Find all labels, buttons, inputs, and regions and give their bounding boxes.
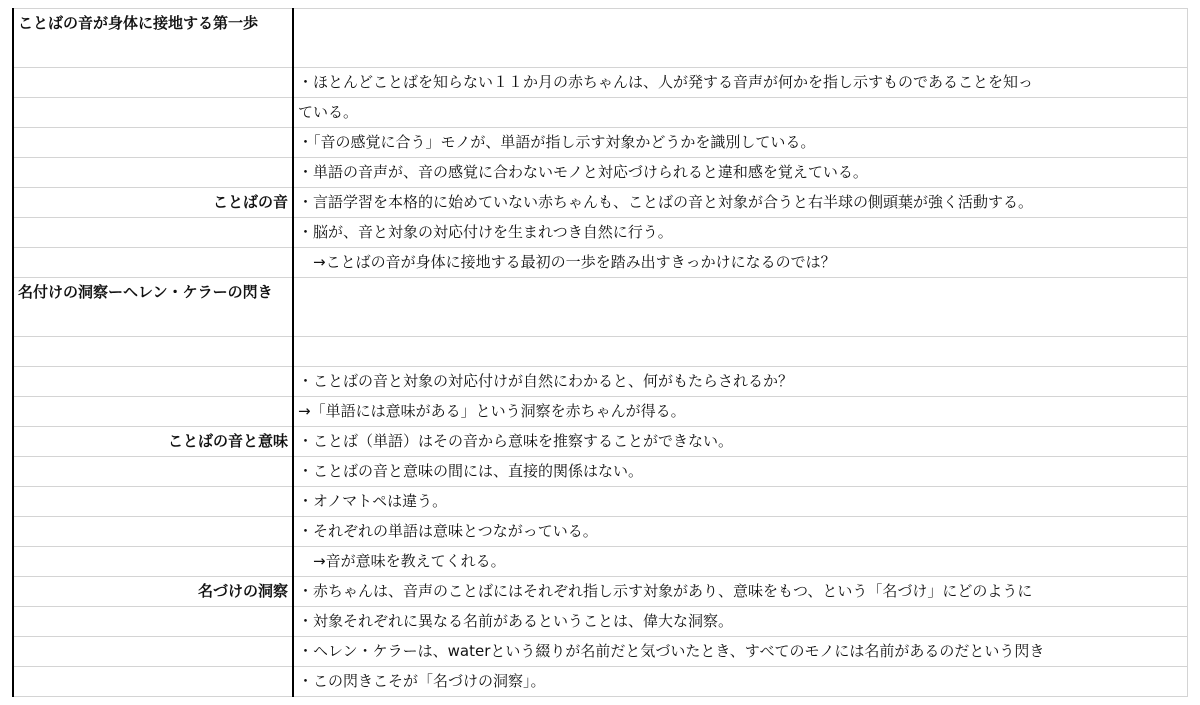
topic-cell[interactable] — [13, 637, 293, 667]
table-row — [13, 337, 1188, 367]
note-cell[interactable]: ・「音の感覚に合う」モノが、単語が指し示す対象かどうかを識別している。 — [293, 128, 1188, 158]
note-cell[interactable] — [293, 337, 1188, 367]
note-cell[interactable]: →「単語には意味がある」という洞察を赤ちゃんが得る。 — [293, 397, 1188, 427]
table-row — [13, 68, 1188, 98]
note-cell[interactable]: ・単語の音声が、音の感覚に合わないモノと対応づけられると違和感を覚えている。 — [293, 158, 1188, 188]
note-cell[interactable]: ・脳が、音と対象の対応付けを生まれつき自然に行う。 — [293, 218, 1188, 248]
section-title-cell[interactable]: ことばの音が身体に接地する第一歩 — [13, 9, 293, 68]
table-row — [13, 367, 1188, 397]
section-header-row — [13, 9, 1188, 68]
topic-cell[interactable]: 名づけの洞察 — [13, 577, 293, 607]
note-cell[interactable]: ・それぞれの単語は意味とつながっている。 — [293, 517, 1188, 547]
topic-cell[interactable] — [13, 487, 293, 517]
topic-cell[interactable] — [13, 367, 293, 397]
note-cell[interactable]: →ことばの音が身体に接地する最初の一歩を踏み出すきっかけになるのでは？ — [293, 248, 1188, 278]
table-row — [13, 218, 1188, 248]
topic-cell[interactable] — [13, 397, 293, 427]
table-row — [13, 667, 1188, 697]
topic-cell[interactable] — [13, 517, 293, 547]
table-row — [13, 98, 1188, 128]
note-cell[interactable] — [293, 9, 1188, 68]
topic-cell[interactable] — [13, 248, 293, 278]
note-cell[interactable]: ・ことば（単語）はその音から意味を推察することができない。 — [293, 427, 1188, 457]
table-row — [13, 128, 1188, 158]
note-cell[interactable]: ・この閃きこそが「名づけの洞察」。 — [293, 667, 1188, 697]
note-cell[interactable]: ・赤ちゃんは、音声のことばにはそれぞれ指し示す対象があり、意味をもつ、という「名づけ」にどのように — [293, 577, 1188, 607]
topic-cell[interactable] — [13, 98, 293, 128]
note-cell[interactable]: ている。 — [293, 98, 1188, 128]
section-header-row — [13, 278, 1188, 337]
table-row — [13, 487, 1188, 517]
topic-cell[interactable] — [13, 158, 293, 188]
note-cell[interactable]: ・オノマトペは違う。 — [293, 487, 1188, 517]
topic-cell[interactable]: ことばの音 — [13, 188, 293, 218]
note-cell[interactable]: →音が意味を教えてくれる。 — [293, 547, 1188, 577]
table-row — [13, 607, 1188, 637]
table-row — [13, 577, 1188, 607]
table-row — [13, 397, 1188, 427]
spreadsheet-body — [13, 9, 1188, 697]
note-cell[interactable]: ・ほとんどことばを知らない１１か月の赤ちゃんは、人が発する音声が何かを指し示すものであることを知っ — [293, 68, 1188, 98]
topic-cell[interactable]: ことばの音と意味 — [13, 427, 293, 457]
table-row — [13, 517, 1188, 547]
table-row — [13, 188, 1188, 218]
table-row — [13, 637, 1188, 667]
note-cell[interactable] — [293, 278, 1188, 337]
note-cell[interactable]: ・言語学習を本格的に始めていない赤ちゃんも、ことばの音と対象が合うと右半球の側頭葉が強く活動する。 — [293, 188, 1188, 218]
note-cell[interactable]: ・ことばの音と対象の対応付けが自然にわかると、何がもたらされるか？ — [293, 367, 1188, 397]
topic-cell[interactable] — [13, 457, 293, 487]
topic-cell[interactable] — [13, 68, 293, 98]
note-cell[interactable]: ・ヘレン・ケラーは、waterという綴りが名前だと気づいたとき、すべてのモノには名前があるのだという閃き — [293, 637, 1188, 667]
table-row — [13, 457, 1188, 487]
topic-cell[interactable] — [13, 547, 293, 577]
table-row — [13, 248, 1188, 278]
topic-cell[interactable] — [13, 607, 293, 637]
spreadsheet-table — [12, 8, 1188, 697]
note-cell[interactable]: ・対象それぞれに異なる名前があるということは、偉大な洞察。 — [293, 607, 1188, 637]
table-row — [13, 547, 1188, 577]
topic-cell[interactable] — [13, 218, 293, 248]
topic-cell[interactable] — [13, 337, 293, 367]
table-row — [13, 427, 1188, 457]
note-cell[interactable]: ・ことばの音と意味の間には、直接的関係はない。 — [293, 457, 1188, 487]
topic-cell[interactable] — [13, 128, 293, 158]
table-row — [13, 158, 1188, 188]
section-title-cell[interactable]: 名付けの洞察ーヘレン・ケラーの閃き — [13, 278, 293, 337]
topic-cell[interactable] — [13, 667, 293, 697]
